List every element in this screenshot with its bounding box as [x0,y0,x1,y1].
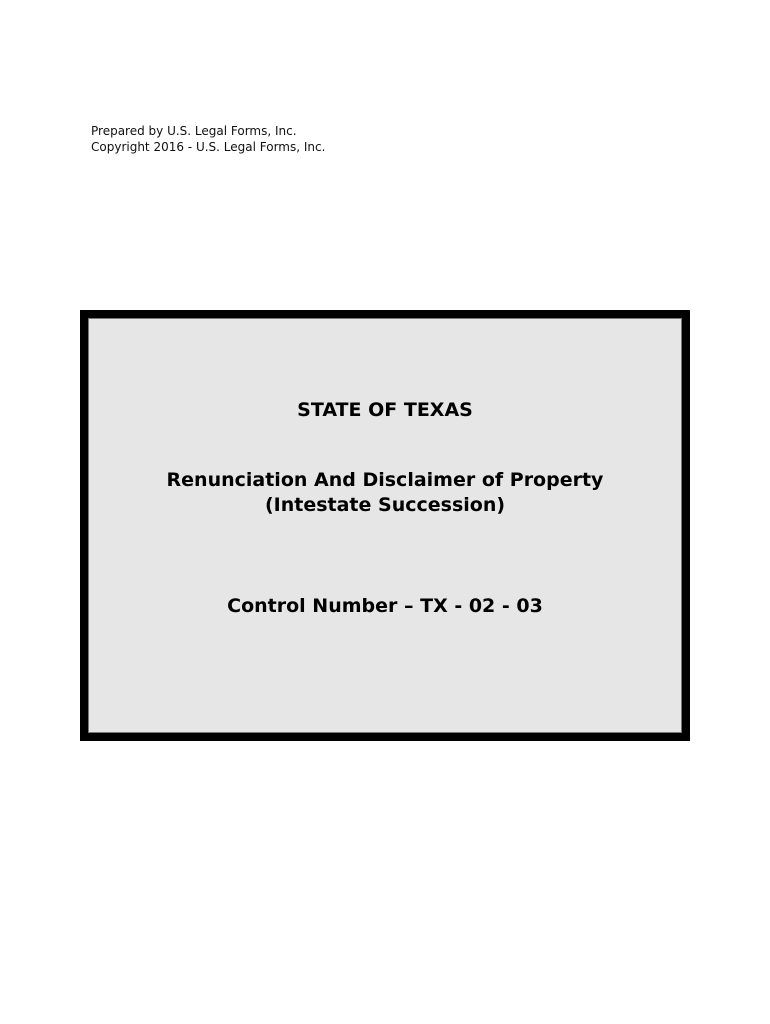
cover-title-box [80,310,690,741]
document-title-line-2: (Intestate Succession) [264,494,506,516]
control-number: Control Number – TX - 02 - 03 [227,595,543,617]
document-title-line-1: Renunciation And Disclaimer of Property [166,469,604,491]
state-heading: STATE OF TEXAS [297,399,473,421]
cover-inner-border [88,318,682,733]
prepared-by-line: Prepared by U.S. Legal Forms, Inc. [91,124,297,138]
copyright-line: Copyright 2016 - U.S. Legal Forms, Inc. [91,140,326,154]
preparer-header [91,123,325,155]
